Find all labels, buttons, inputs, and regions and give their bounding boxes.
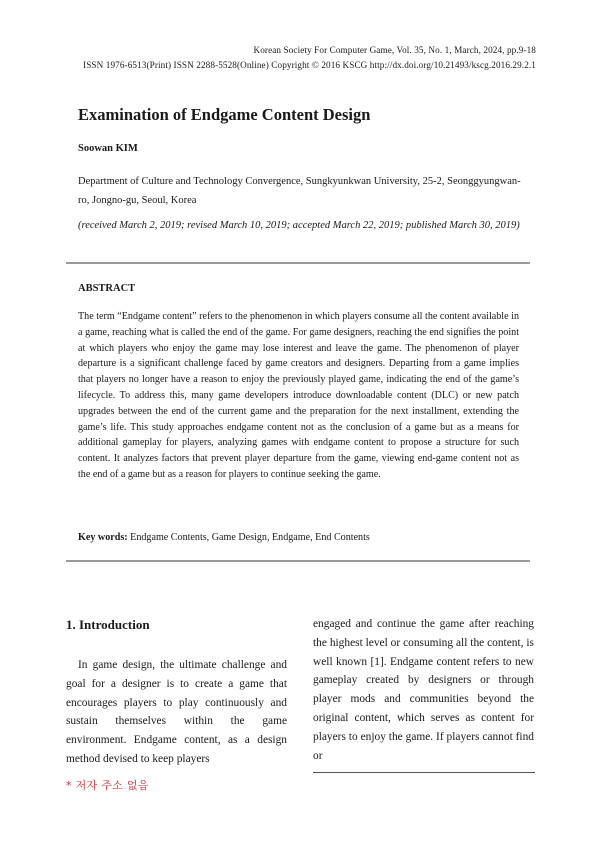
keywords-line bbox=[78, 532, 523, 543]
keywords-list: Endgame Contents, Game Design, Endgame, End Contents bbox=[130, 532, 370, 543]
journal-header-line-2: ISSN 1976-6513(Print) ISSN 2288-5528(Online) Copyright © 2016 KSCG http://dx.doi.org/10.21493/kscg.2016.29.2.1 bbox=[83, 60, 536, 70]
author-footnote: * 저자 주소 없음 bbox=[66, 779, 149, 792]
intro-right-column: engaged and continue the game after reaching the highest level or consuming all the content, is well known [1]. Endgame content refers to new gameplay created by designers or through player mods and communities beyond the original content, which serves as content for players to enjoy the game. If players cannot find or bbox=[313, 618, 534, 762]
keywords-label: Key words: bbox=[78, 532, 128, 543]
journal-header-line-1: Korean Society For Computer Game, Vol. 35, No. 1, March, 2024, pp.9-18 bbox=[253, 45, 536, 55]
author-name: Soowan KIM bbox=[78, 143, 138, 154]
intro-left-column: In game design, the ultimate challenge and goal for a designer is to create a game that encourages players to play continuously and sustain themselves within the game environment. Endgame content, as a design method devised to keep players bbox=[66, 659, 287, 765]
section-heading-introduction: 1. Introduction bbox=[66, 617, 150, 632]
author-affiliation: Department of Culture and Technology Convergence, Sungkyunkwan University, 25-2, Seonggyungwan-ro, Jongno-gu, Seoul, Korea bbox=[78, 176, 521, 206]
paper-title: Examination of Endgame Content Design bbox=[78, 105, 371, 124]
publication-dates: (received March 2, 2019; revised March 10, 2019; accepted March 22, 2019; published March 30, 2019) bbox=[78, 220, 520, 231]
abstract-top-rule bbox=[66, 262, 530, 264]
abstract-body: The term “Endgame content” refers to the phenomenon in which players consume all the content available in a game, reaching what is called the end of the game. For game designers, reaching the end signifies the point at which players who enjoy the game may lose interest and leave the game. The phenomenon of player departure is a significant challenge faced by game creators and designers. Departing from a game implies that players no longer have a reason to enjoy the previously played game, indicating the end of the game’s lifecycle. To address this, many game developers introduce downloadable content (DLC) or new patch upgrades between the end of the current game and the preparation for the next installment, extending the game’s life. This study approaches endgame content not as the conclusion of a game but as a means for additional gameplay for players, analyzing games with endgame content to propose a structure for such content. It analyzes factors that prevent player departure from the game, viewing end-game content not as the end of a game but as a reason for players to continue seeking the game. bbox=[78, 311, 519, 480]
abstract-bottom-rule bbox=[66, 560, 530, 562]
footnote-rule bbox=[313, 772, 535, 773]
abstract-heading: ABSTRACT bbox=[78, 283, 136, 294]
